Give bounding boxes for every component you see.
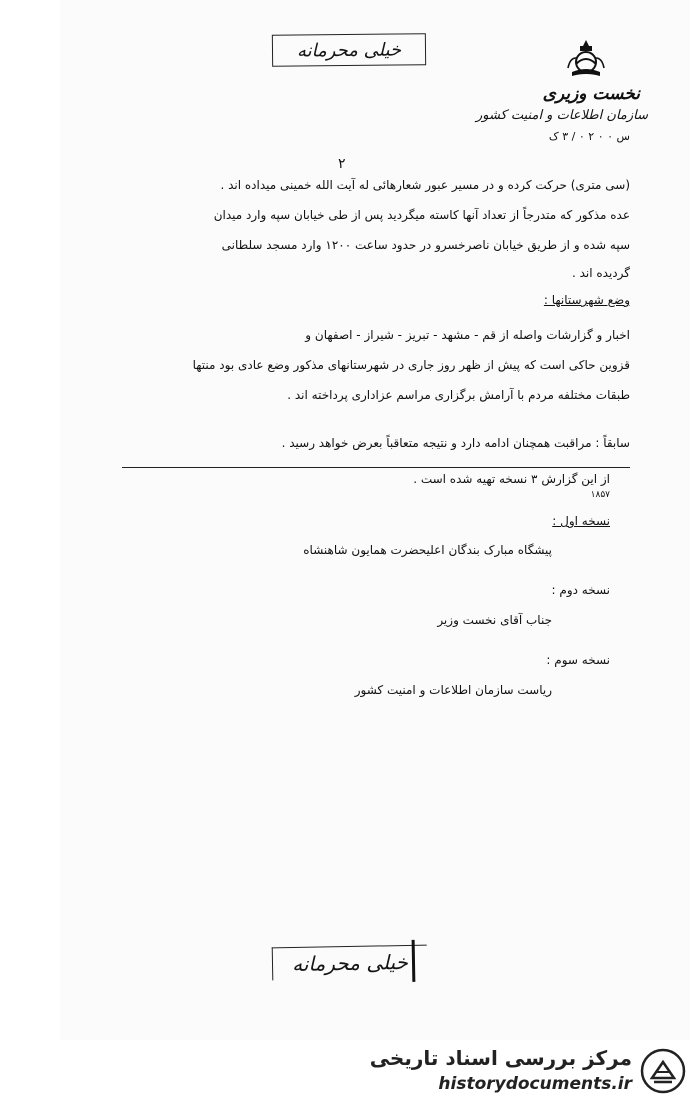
stamp-stroke [412, 940, 416, 982]
footer-url[interactable]: historydocuments.ir [438, 1074, 632, 1094]
copy-2-label: نسخه دوم : [551, 583, 610, 597]
copy-2-recipient: جناب آقای نخست وزیر [437, 613, 552, 627]
body-line: قزوین حاکی است که پیش از ظهر روز جاری در شهرستانهای مذکور وضع عادی بود منتها [192, 358, 630, 372]
body-line: طبقات مختلفه مردم با آرامش برگزاری مراسم عزاداری پرداخته اند . [287, 388, 630, 402]
body-line: (سی متری) حرکت کرده و در مسیر عبور شعارهائی له آیت الله خمینی میداده اند . [220, 178, 630, 192]
body-line: سابقاً : مراقبت همچنان ادامه دارد و نتیجه متعاقباً بعرض خواهد رسید . [281, 436, 630, 450]
body-line: اخبار و گزارشات واصله از قم - مشهد - تبریز - شیراز - اصفهان و [305, 328, 630, 342]
org-name: نخست وزیری [542, 84, 640, 104]
org-subtitle: سازمان اطلاعات و امنیت کشور [475, 108, 648, 123]
lion-sun-emblem-icon [566, 38, 606, 82]
classification-stamp-bottom [272, 945, 428, 981]
section-marker: ۲ [338, 156, 346, 172]
copy-1-recipient: پیشگاه مبارک بندگان اعلیحضرت همایون شاهنشاه [303, 543, 552, 557]
section-divider [122, 467, 630, 468]
body-line: سپه شده و از طریق خیابان ناصرخسرو در حدود ساعت ۱۲۰۰ وارد مسجد سلطانی [221, 238, 630, 252]
copies-note: از این گزارش ۳ نسخه تهیه شده است . [413, 472, 610, 486]
book-seal-icon [640, 1048, 686, 1094]
body-line: گردیده اند . [571, 266, 630, 280]
section-heading: وضع شهرستانها : [543, 293, 630, 307]
classification-stamp-top: خیلی محرمانه [272, 33, 426, 67]
body-line: عده مذکور که متدرجاً از تعداد آنها کاسته میگردید پس از طی خیابان سپه وارد میدان [213, 208, 630, 222]
copy-1-label: نسخه اول : [552, 514, 610, 528]
classification-stamp-bottom-text: خیلی محرمانه [291, 949, 409, 976]
copies-small-note: ۱۸۵۷ [590, 490, 610, 500]
footer-org-name: مرکز بررسی اسناد تاریخی [369, 1046, 632, 1070]
copy-3-recipient: ریاست سازمان اطلاعات و امنیت کشور [354, 683, 552, 697]
reference-number: س ۰ ۰ ۲ ۰ / ۳ ک [548, 130, 630, 143]
copy-3-label: نسخه سوم : [546, 653, 610, 667]
